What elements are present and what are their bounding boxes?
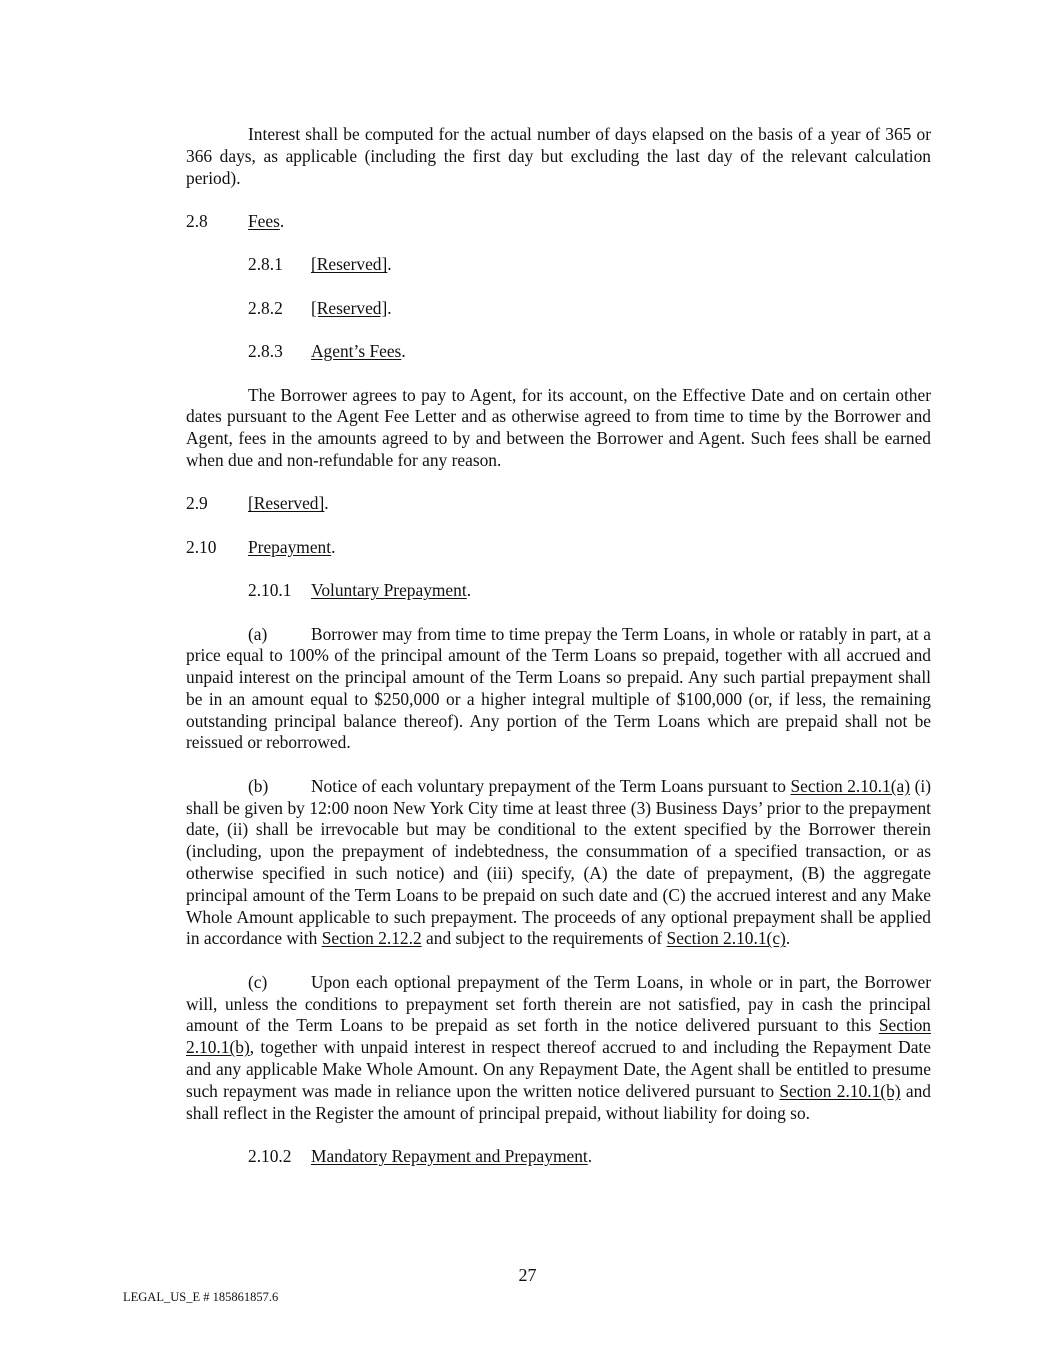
section-title: Prepayment [248,536,332,557]
section-2-9-heading [186,493,931,515]
cross-reference[interactable]: Section 2.10.1(b) [779,1080,901,1101]
section-title: [Reserved] [248,493,325,514]
section-title: [Reserved] [311,297,388,318]
section-2-8-heading [186,211,931,233]
punctuation: . [387,297,392,318]
clause-label: (c) [248,971,268,992]
section-title: Voluntary Prepayment [311,580,467,601]
clause-label: (a) [248,623,268,644]
page-number: 27 [518,1265,537,1285]
interest-paragraph: Interest shall be computed for the actual number of days elapsed on the basis of a year of 365 or 366 days, as applicable (including the first day but excluding the last day of the relevant calculation period). [186,124,931,188]
cross-reference[interactable]: Section 2.10.1(c) [666,928,786,949]
section-number: 2.10.1 [248,580,292,601]
punctuation: . [324,493,329,514]
document-body [186,124,931,1189]
section-2-10-2-heading [186,1146,931,1168]
section-2-8-1-heading [186,254,931,276]
clause-text: and shall reflect in the Register the amount of principal prepaid, without liability for doing so. [186,1080,931,1123]
clause-text: and subject to the requirements of [421,928,667,949]
clause-a [186,624,931,755]
clause-label: (b) [248,775,269,796]
section-number: 2.10 [186,536,217,557]
clause-text: (i) shall be given by 12:00 noon New York City time at least three (3) Business Days’ prior to the prepayment date, (ii) shall be irrevocable but may be conditional to the extent specified by the Borrower therein (including, upon the prepayment of indebtedness, the consummation of a specified transaction, or as otherwise specified in such notice) and (iii) specify, (A) the date of prepayment, (B) the aggregate principal amount of the Term Loans to be prepaid on such date and (C) the accrued interest and any Make Whole Amount applicable to such prepayment. The proceeds of any optional prepayment shall be applied in accordance with [186,775,931,949]
section-2-10-1-heading [186,580,931,602]
clause-b [186,776,931,950]
punctuation: . [401,341,406,362]
cross-reference[interactable]: Section 2.12.2 [321,928,422,949]
section-number: 2.9 [186,493,208,514]
punctuation: . [785,928,791,949]
clause-text: Borrower may from time to time prepay the Term Loans, in whole or ratably in part, at a price equal to 100% of the principal amount of the Term Loans so prepaid, together with all accrued and unpaid interest on the principal amount of the Term Loans so prepaid. Any such partial prepayment shall be in an amount equal to $250,000 or a higher integral multiple of $100,000 (or, if less, the remaining outstanding principal balance thereof). Any portion of the Term Loans which are prepaid shall not be reissued or reborrowed. [186,623,931,753]
agent-fees-paragraph: The Borrower agrees to pay to Agent, for its account, on the Effective Date and on certain other dates pursuant to the Agent Fee Letter and as otherwise agreed to from time to time by the Borrower and Agent, fees in the amounts agreed to by and between the Borrower and Agent. Such fees shall be earned when due and non-refundable for any reason. [186,384,931,470]
section-title: Mandatory Repayment and Prepayment [311,1146,588,1167]
section-number: 2.10.2 [248,1146,292,1167]
clause-text: , together with unpaid interest in respect thereof accrued to and including the Repayment Date and any applicable Make Whole Amount. On any Repayment Date, the Agent shall be entitled to presume such repayment was made in reliance upon the written notice delivered pursuant to [186,1037,931,1101]
section-2-10-heading [186,537,931,559]
section-title: Agent’s Fees [311,341,402,362]
punctuation: . [331,536,336,557]
punctuation: . [387,254,392,275]
section-number: 2.8.3 [248,341,283,362]
cross-reference[interactable]: Section 2.10.1(a) [790,775,910,796]
section-number: 2.8.2 [248,297,283,318]
clause-text: Upon each optional prepayment of the Term Loans, in whole or in part, the Borrower will, unless the conditions to prepayment set forth therein are not satisfied, pay in cash the principal amount of the Term Loans to be prepaid as set forth in the notice delivered pursuant to this [186,971,931,1036]
punctuation: . [466,580,472,601]
section-title: [Reserved] [311,254,388,275]
clause-c [186,972,931,1125]
punctuation: . [587,1146,593,1167]
section-title: Fees [248,210,280,231]
document-id-footer: LEGAL_US_E # 185861857.6 [123,1290,279,1304]
section-2-8-3-heading [186,341,931,363]
section-2-8-2-heading [186,298,931,320]
cross-reference[interactable]: Section 2.10.1(b) [186,1015,931,1058]
section-number: 2.8 [186,210,208,231]
punctuation: . [279,210,285,231]
clause-text: Notice of each voluntary prepayment of the Term Loans pursuant to [311,775,791,796]
section-number: 2.8.1 [248,254,283,275]
